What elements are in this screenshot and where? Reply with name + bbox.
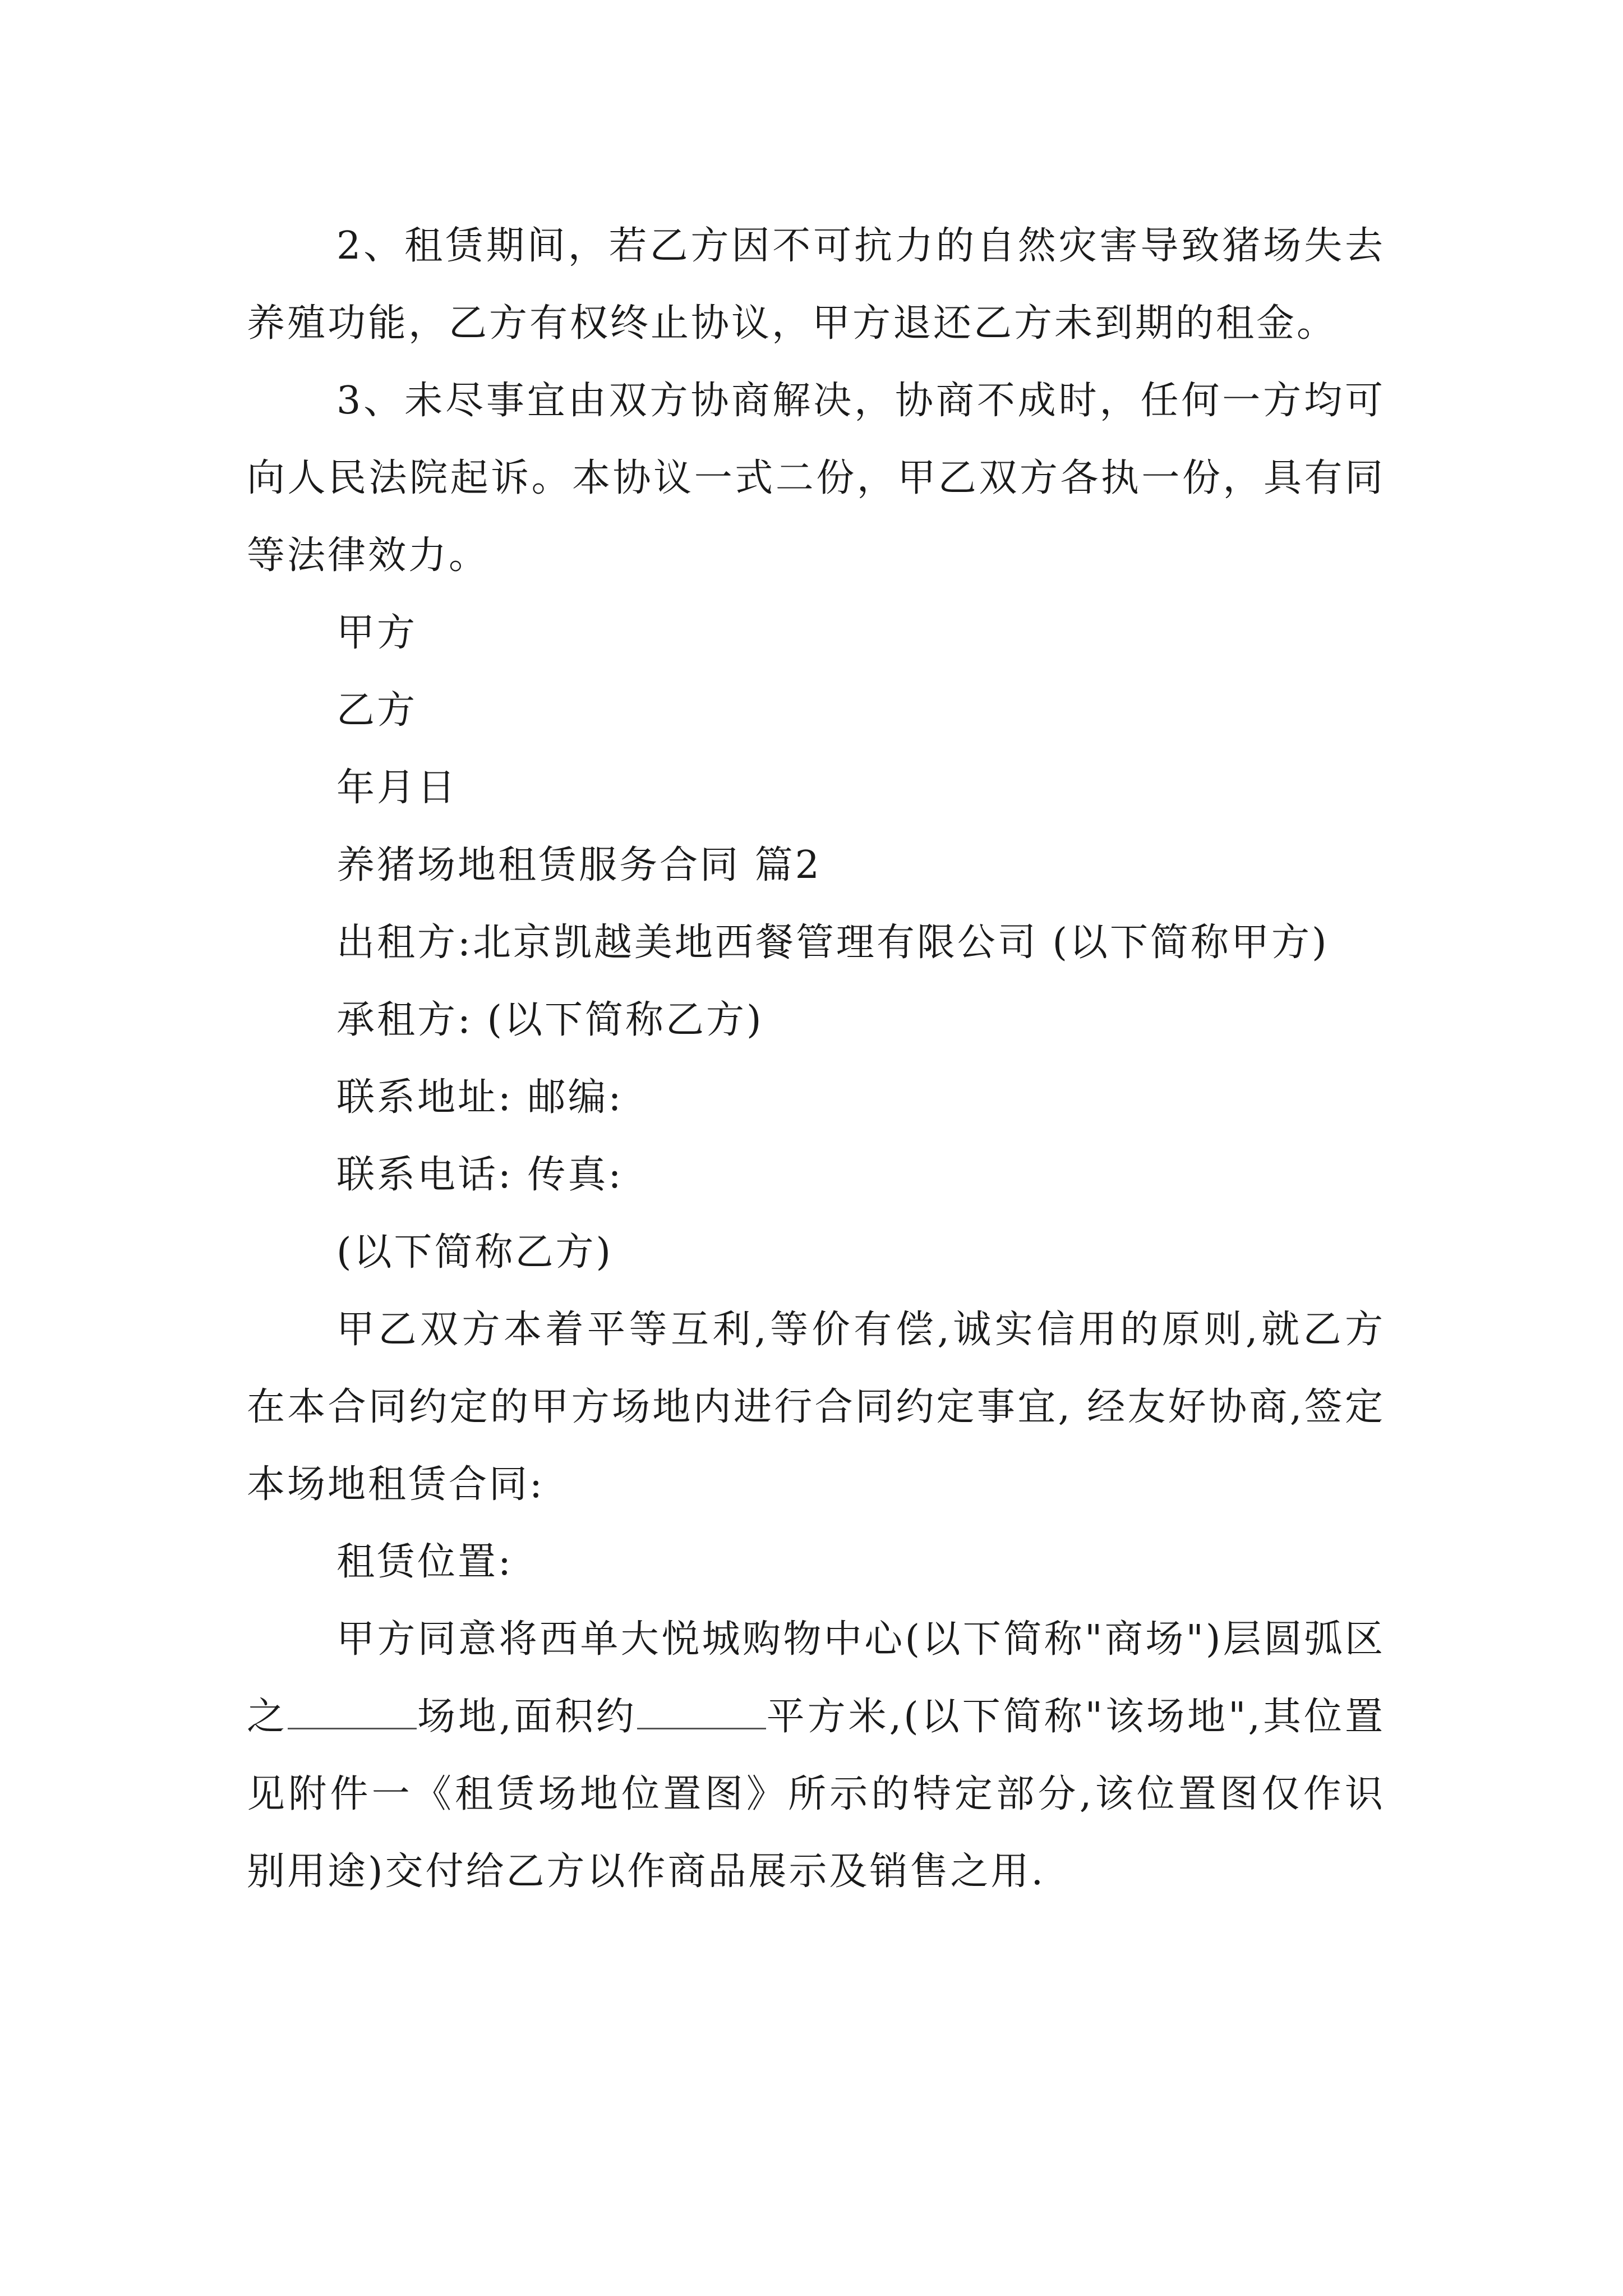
party-a-signature-label: 甲方 [336, 611, 418, 655]
clause-3: 3、未尽事宜由双方协商解决，协商不成时，任何一方均可向人民法院起诉。本协议一式二份，甲乙双方各执一份，具有同等法律效力。 [247, 379, 1385, 578]
date-line: 年月日 [336, 766, 458, 810]
clause-2: 2、租赁期间，若乙方因不可抗力的自然灾害导致猪场失去养殖功能，乙方有权终止协议，甲方退还乙方未到期的租金。 [247, 224, 1385, 346]
lessor-line: 出租方:北京凯越美地西餐管理有限公司 (以下简称甲方) [336, 921, 1329, 965]
section-title: 养猪场地租赁服务合同 篇2 [336, 843, 822, 887]
document-page [247, 208, 1385, 1911]
party-b-signature-label: 乙方 [336, 688, 418, 733]
phone-line: 联系电话: 传真: [336, 1153, 624, 1197]
location-heading: 租赁位置: [336, 1540, 513, 1584]
lessee-line: 承租方: (以下简称乙方) [336, 998, 764, 1042]
location-text-2: 场地,面积约 [417, 1695, 637, 1739]
preamble-paragraph: 甲乙双方本着平等互利,等价有偿,诚实信用的原则,就乙方在本合同约定的甲方场地内进行合同约定事宜, 经友好协商,签定本场地租赁合同: [247, 1308, 1385, 1507]
address-line: 联系地址: 邮编: [336, 1075, 624, 1120]
location-text-1: 甲方同意将西单大悦城购物中心(以下简称"商场")层圆弧区之 [247, 1617, 1385, 1739]
area-blank [637, 1692, 766, 1729]
location-paragraph [247, 1601, 1385, 1911]
venue-blank [288, 1692, 417, 1729]
lessee-abbrev-line: (以下简称乙方) [336, 1230, 614, 1274]
location-text-3: 平方米,(以下简称"该场地",其位置见附件一《租赁场地位置图》所示的特定部分,该位置图仅作识别用途)交付给乙方以作商品展示及销售之用. [247, 1695, 1385, 1894]
